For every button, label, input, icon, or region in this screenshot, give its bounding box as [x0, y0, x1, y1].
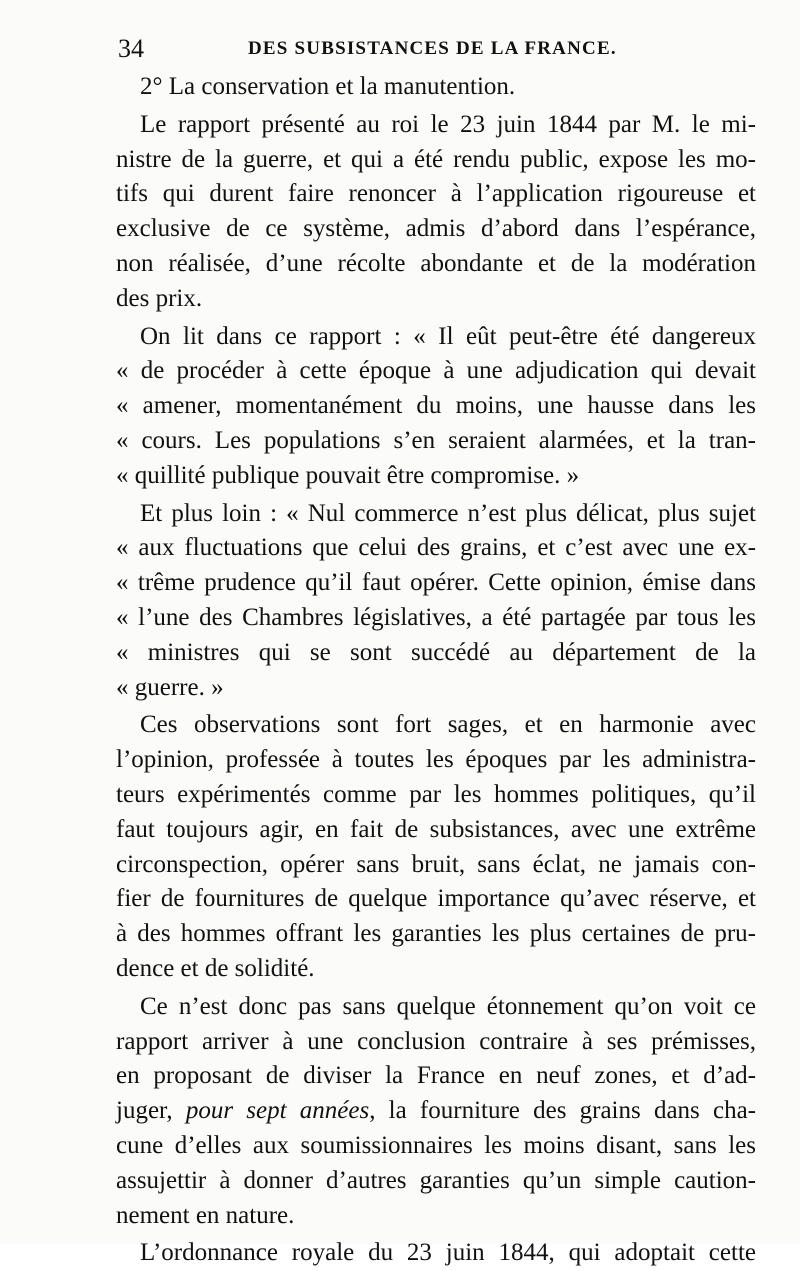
text-line: « ministres qui se sont succédé au département de la: [116, 638, 756, 666]
text-line: dence et de solidité.: [116, 954, 315, 982]
text-line: l’opinion, professée à toutes les époques par les administra-: [116, 746, 756, 774]
page-header: [118, 34, 752, 64]
text-line: « amener, momentanément du moins, une hausse dans les: [116, 392, 756, 420]
text-line: à des hommes offrant les garanties les plus certaines de pru-: [116, 920, 756, 948]
text-line: Le rapport présenté au roi le 23 juin 1844 par M. le mi-: [140, 110, 756, 138]
text-line: circonspection, opérer sans bruit, sans éclat, ne jamais con-: [116, 850, 756, 878]
paragraph: [116, 108, 756, 317]
text-line: tifs qui durent faire renoncer à l’application rigoureuse et: [116, 180, 756, 208]
body-text: [116, 70, 756, 1271]
text-line: Ces observations sont fort sages, et en harmonie avec: [140, 711, 756, 739]
text-line: faut toujours agir, en fait de subsistances, avec une extrême: [116, 815, 756, 843]
paragraph: [116, 497, 756, 706]
text-line: Et plus loin : « Nul commerce n’est plus délicat, plus sujet: [140, 499, 756, 527]
text-line: exclusive de ce système, admis d’abord dans l’espérance,: [116, 215, 756, 243]
paragraph: [116, 990, 756, 1234]
text-line: des prix.: [116, 284, 203, 312]
paragraph: [116, 1236, 756, 1271]
text-line: « cours. Les populations s’en seraient alarmées, et la tran-: [116, 426, 756, 454]
text-line: rapport arriver à une conclusion contraire à ses prémisses,: [116, 1027, 756, 1055]
text-line: « guerre. »: [116, 673, 224, 701]
text-line: « de procéder à cette époque à une adjudication qui devait: [116, 357, 756, 385]
paragraph: [116, 70, 756, 105]
text-line: fier de fournitures de quelque importance qu’avec réserve, et: [116, 885, 756, 913]
text-line: [116, 1094, 756, 1129]
text-line: L’ordonnance royale du 23 juin 1844, qui adoptait cette: [140, 1239, 756, 1267]
italic-emphasis: pour sept années: [185, 1097, 370, 1125]
text-line: Ce n’est donc pas sans quelque étonnement qu’on voit ce: [140, 992, 756, 1020]
text-line: « quillité publique pouvait être compromise. »: [116, 461, 580, 489]
text-line: teurs expérimentés comme par les hommes politiques, qu’il: [116, 780, 756, 808]
text-line: On lit dans ce rapport : « Il eût peut-être été dangereux: [140, 322, 756, 350]
text-segment: , la fourniture des grains dans cha-: [369, 1097, 757, 1125]
text-segment: juger,: [116, 1097, 186, 1125]
text-line: 2° La conservation et la manutention.: [140, 73, 516, 100]
text-line: cune d’elles aux soumissionnaires les moins disant, sans les: [116, 1131, 756, 1159]
text-line: « aux fluctuations que celui des grains, et c’est avec une ex-: [116, 534, 756, 562]
text-line: non réalisée, d’une récolte abondante et de la modération: [116, 249, 756, 277]
page-number: 34: [118, 34, 144, 63]
text-line: nement en nature.: [116, 1201, 295, 1229]
text-line: nistre de la guerre, et qui a été rendu public, expose les mo-: [116, 145, 756, 173]
text-line: assujettir à donner d’autres garanties qu’un simple caution-: [116, 1166, 756, 1194]
paragraph: [116, 708, 756, 986]
text-line: « trême prudence qu’il faut opérer. Cette opinion, émise dans: [116, 569, 756, 597]
running-title: DES SUBSISTANCES DE LA FRANCE.: [248, 38, 617, 59]
text-line: « l’une des Chambres législatives, a été partagée par tous les: [116, 603, 756, 631]
paragraph: [116, 320, 756, 494]
text-line: en proposant de diviser la France en neuf zones, et d’ad-: [116, 1062, 756, 1090]
